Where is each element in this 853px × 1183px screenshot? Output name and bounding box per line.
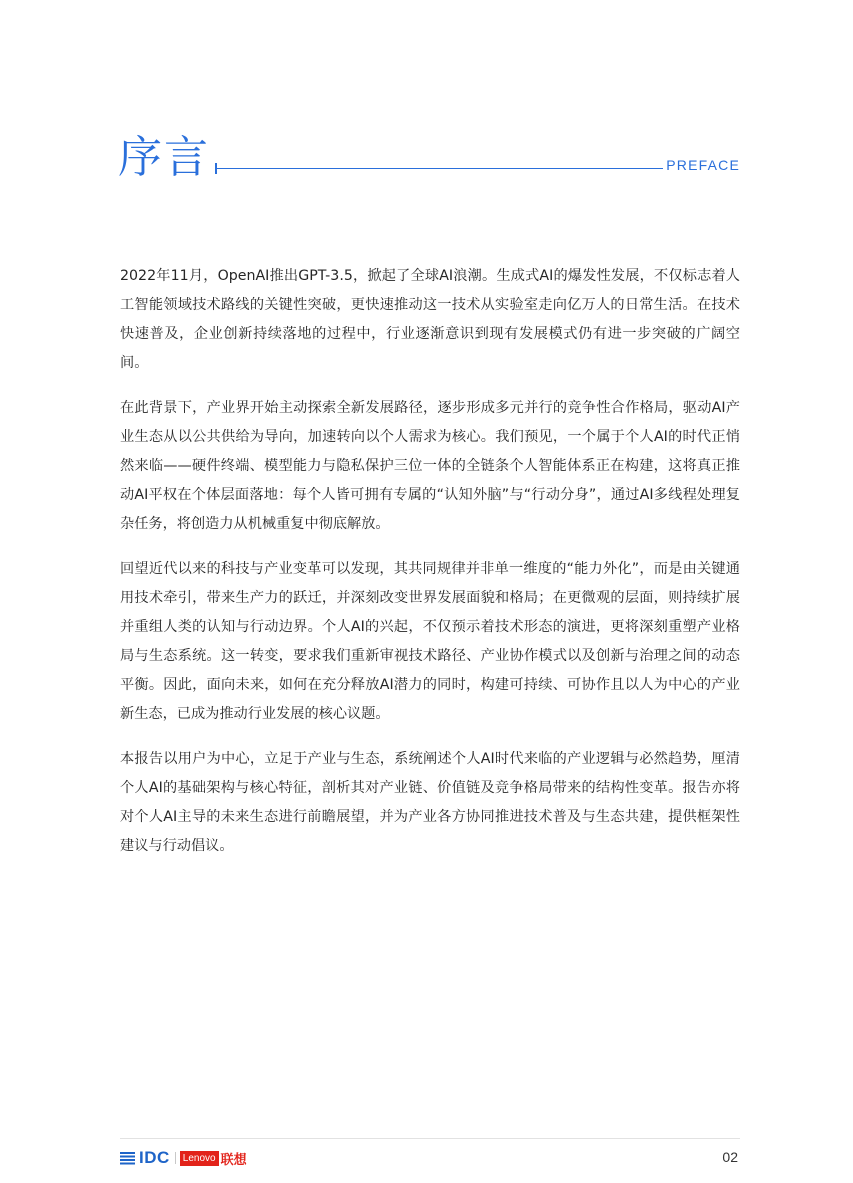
idc-logo-text: IDC — [139, 1148, 170, 1167]
page-footer — [120, 1148, 740, 1170]
paragraph-4: 本报告以用户为中心，立足于产业与生态，系统阐述个人AI时代来临的产业逻辑与必然趋势，厘清个人AI的基础架构与核心特征，剖析其对产业链、价值链及竞争格局带来的结构性变革。报告亦将对个人AI主导的未来生态进行前瞻展望，并为产业各方协同推进技术普及与生态共建，提供框架性建议与行动倡议。 — [120, 751, 740, 854]
lenovo-logo-cn: 联想 — [220, 1152, 247, 1168]
paragraph-2: 在此背景下，产业界开始主动探索全新发展路径，逐步形成多元并行的竞争性合作格局，驱动AI产业生态从以公共供给为导向，加速转向以个人需求为核心。我们预见，一个属于个人AI的时代正悄然来临——硬件终端、模型能力与隐私保护三位一体的全链条个人智能体系正在构建，这将真正推动AI平权在个体层面落地：每个人皆可拥有专属的“认知外脑”与“行动分身”，通过AI多线程处理复杂任务，将创造力从机械重复中彻底解放。 — [120, 400, 740, 532]
idc-logo-icon — [120, 1151, 137, 1165]
lenovo-logo: Lenovo — [180, 1151, 219, 1166]
paragraph-3: 回望近代以来的科技与产业变革可以发现，其共同规律并非单一维度的“能力外化”，而是由关键通用技术牵引，带来生产力的跃迁，并深刻改变世界发展面貌和格局；在更微观的层面，则持续扩展并重组人类的认知与行动边界。个人AI的兴起，不仅预示着技术形态的演进，更将深刻重塑产业格局与生态系统。这一转变，要求我们重新审视技术路径、产业协作模式以及创新与治理之间的动态平衡。因此，面向未来，如何在充分释放AI潜力的同时，构建可持续、可协作且以人为中心的产业新生态，已成为推动行业发展的核心议题。 — [120, 561, 740, 722]
page-title: 序言 — [118, 132, 210, 183]
logo-separator — [175, 1152, 176, 1164]
footer-divider — [120, 1138, 740, 1139]
paragraph-1: 2022年11月，OpenAI推出GPT-3.5，掀起了全球AI浪潮。生成式AI的爆发性发展，不仅标志着人工智能领域技术路线的关键性突破，更快速推动这一技术从实验室走向亿万人的日常生活。在技术快速普及，企业创新持续落地的过程中，行业逐渐意识到现有发展模式仍有进一步突破的广阔空间。 — [120, 268, 740, 371]
section-heading — [118, 128, 740, 188]
footer-logos — [120, 1148, 247, 1168]
heading-rule — [215, 168, 663, 169]
page-number: 02 — [722, 1149, 738, 1165]
preface-body — [120, 262, 740, 877]
page-subtitle: PREFACE — [666, 157, 740, 173]
